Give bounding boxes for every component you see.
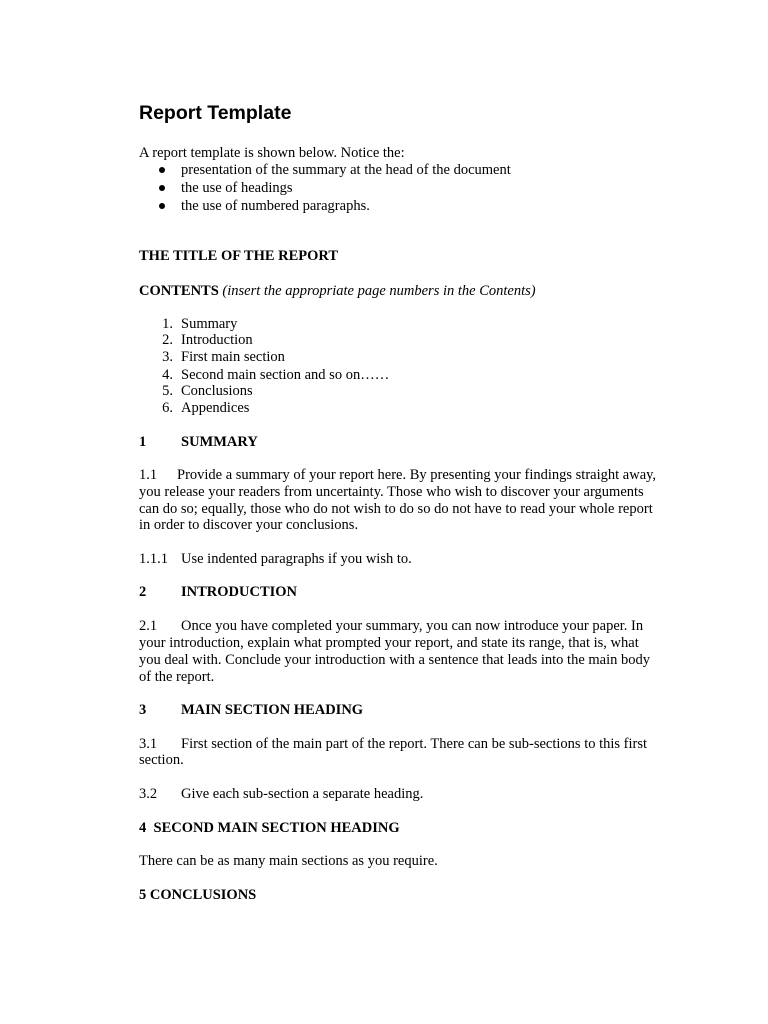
contents-item-text: Appendices [181, 400, 250, 416]
intro-text: A report template is shown below. Notice the: [139, 145, 405, 161]
section-title: SUMMARY [181, 434, 258, 450]
paragraph-line: your introduction, explain what prompted your report, and state its range, that is, what [139, 635, 639, 651]
contents-note: (insert the appropriate page numbers in the Contents) [222, 283, 536, 299]
paragraph-text: Use indented paragraphs if you wish to. [181, 551, 412, 567]
bullet-icon [159, 203, 165, 209]
section-number: 2 [139, 584, 147, 600]
paragraph-number: 3.2 [139, 786, 158, 802]
paragraph-line: section. [139, 752, 184, 768]
section-title: MAIN SECTION HEADING [181, 702, 364, 718]
bullet-text: the use of headings [181, 180, 293, 196]
paragraph-line: in order to discover your conclusions. [139, 517, 359, 533]
contents-label: CONTENTS [139, 283, 219, 299]
section-title: INTRODUCTION [181, 584, 298, 600]
contents-item-number: 2. [162, 332, 173, 348]
section-number: 1 [139, 434, 147, 450]
section-heading-second-main: 4 SECOND MAIN SECTION HEADING [139, 820, 400, 836]
paragraph-text: Give each sub-section a separate heading. [181, 786, 424, 802]
contents-item-text: Second main section and so on…… [181, 367, 390, 383]
bullet-icon [159, 185, 165, 191]
paragraph-text: Once you have completed your summary, you can now introduce your paper. In [181, 618, 644, 634]
section-number: 3 [139, 702, 147, 718]
contents-item-text: Introduction [181, 332, 253, 348]
contents-item-number: 4. [162, 367, 173, 383]
paragraph-text: Provide a summary of your report here. By presenting your findings straight away, [177, 467, 657, 483]
contents-item-text: First main section [181, 349, 285, 365]
contents-heading [139, 283, 536, 300]
contents-item-number: 3. [162, 349, 173, 365]
paragraph-number: 2.1 [139, 618, 158, 634]
bullet-icon [159, 167, 165, 173]
contents-item-number: 5. [162, 383, 173, 399]
page-title: Report Template [139, 102, 292, 124]
section-heading-conclusions: 5 CONCLUSIONS [139, 887, 257, 903]
paragraph-line: you release your readers from uncertainty. Those who wish to discover your arguments [139, 484, 644, 500]
report-title: THE TITLE OF THE REPORT [139, 248, 339, 264]
paragraph-number: 3.1 [139, 736, 158, 752]
paragraph-line: of the report. [139, 669, 215, 685]
paragraph-number: 1.1.1 [139, 551, 168, 567]
bullet-text: the use of numbered paragraphs. [181, 198, 370, 214]
contents-item-number: 1. [162, 316, 173, 332]
paragraph-number: 1.1 [139, 467, 158, 483]
contents-item-text: Summary [181, 316, 238, 332]
paragraph-text: First section of the main part of the report. There can be sub-sections to this first [181, 736, 648, 752]
paragraph-line: you deal with. Conclude your introduction with a sentence that leads into the main body [139, 652, 651, 668]
contents-item-number: 6. [162, 400, 173, 416]
paragraph-line: can do so; equally, those who do not wish to do so do not have to read your whole report [139, 501, 653, 517]
contents-item-text: Conclusions [181, 383, 253, 399]
bullet-text: presentation of the summary at the head of the document [181, 162, 511, 178]
paragraph-line: There can be as many main sections as you require. [139, 853, 438, 869]
